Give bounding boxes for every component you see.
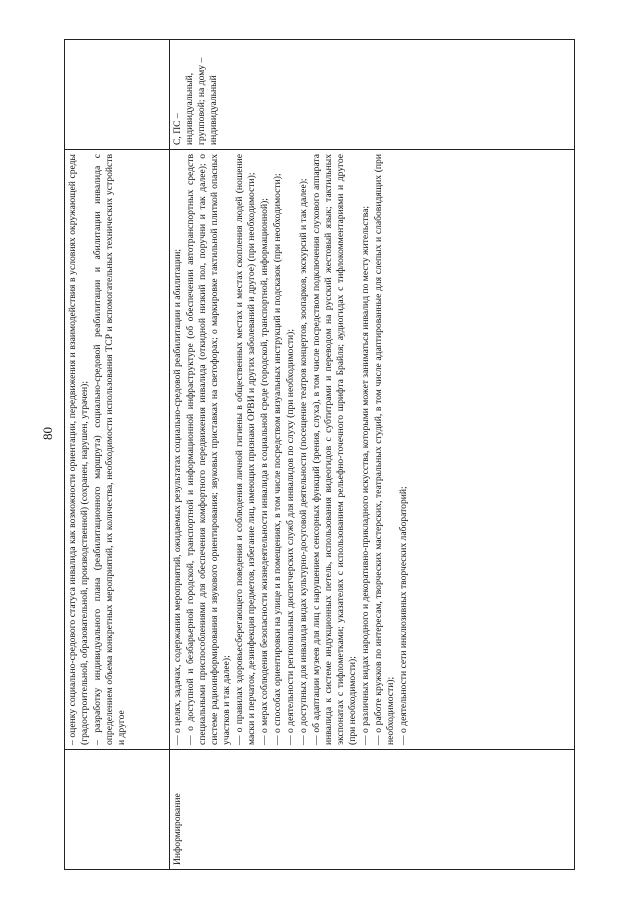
- table-row: [65, 40, 170, 870]
- list-item: — о способах ориентировки на улице и в помещениях, в том числе посредством визуальных инструкций и подсказок (при необходимости);: [272, 173, 283, 745]
- services-table: [64, 39, 575, 870]
- list-item: — о доступных для инвалида видах культурно-досуговой деятельности (посещение театров концертов, зоопарков, экскурсий и так далее);: [298, 178, 309, 745]
- rotated-table-container: [64, 40, 584, 870]
- list-item: — о деятельности региональных диспетчерских служб для инвалидов по слуху (при необходимости);: [285, 328, 296, 745]
- list-item: – оценку социально-средового статуса инвалида как возможности ориентации, передвижения и взаимодействия в условиях окружающей среды (градостроительной, образовательной, производственной) (сохранен, нарушен, утрачен);: [67, 154, 90, 745]
- list-item: — о целях, задачах, содержании мероприятий, ожидаемых результатах социально-средовой реабилитации и абилитации;: [172, 248, 183, 745]
- list-item: — о различных видах народного и декоративно-прикладного искусства, которыми может заниматься инвалид по месту жительства;: [360, 205, 371, 745]
- list-item: — о правилах здоровьесберегающего поведения и соблюдения личной гигиены в общественных местах и местах скопления людей (ношение маски и перчаток, дезинфекция предметов, избегание лиц, имеющих признаки ОРВИ и других заболеваний и другое) (при необходимости);: [234, 154, 257, 745]
- list-item: — о доступной и безбарьерной городской, транспортной и информационной инфраструктуре (об обеспечении автотранспортных средств специальными приспособлениями для обеспечения комфортного передвижения инвалида (откидной низкий пол, поручни и так далее); о системе радиоинформирования и звукового ориентирования; звуковых приставках на светофорах; о маркировке тактильной плиткой опасных участков и так далее);: [185, 154, 232, 745]
- list-item: — о деятельности сети инклюзивных творческих лабораторий;: [398, 486, 409, 745]
- list-item: — о работе кружков по интересам, творческих мастерских, театральных студий, в том числе адаптированные для слепых и слабовидящих (при необходимости);: [373, 154, 396, 745]
- table-row: [170, 40, 575, 870]
- table-cell-section: [65, 750, 170, 870]
- list-item: — о мерах соблюдения безопасности жизнедеятельности инвалида в социальной среде (городской, транспортной, информационной);: [259, 198, 270, 745]
- list-item: — об адаптации музеев для лиц с нарушением сенсорных функций (зрения, слуха), в том числе посредством подключения слухового аппарата инвалида к системе индукционных петель, использования видеогидов с субтитрами и переводом на русский жестовый язык; тактильных экспонатах с тифлометками; указателях с использованием рельефно-точечного шрифта Брайля; аудиогидах с тифлокомментариями и другое (при необходимости);: [311, 154, 358, 745]
- table-cell-form: [65, 40, 170, 150]
- table-cell-content: [170, 150, 575, 750]
- list-item: – разработку индивидуального плана (реабилитационного маршрута) социально-средовой реабилитации и абилитации инвалида с определением объема конкретных мероприятий, их количества, необходимости использования ТСР и вспомогательных технических устройств и другое: [92, 154, 127, 745]
- table-cell-content: [65, 150, 170, 750]
- page-number: 80: [40, 427, 55, 440]
- table-cell-form: С, ПС – индивидуальный, групповой; на дому – индивидуальный: [170, 40, 575, 150]
- table-cell-section: Информирование: [170, 750, 575, 870]
